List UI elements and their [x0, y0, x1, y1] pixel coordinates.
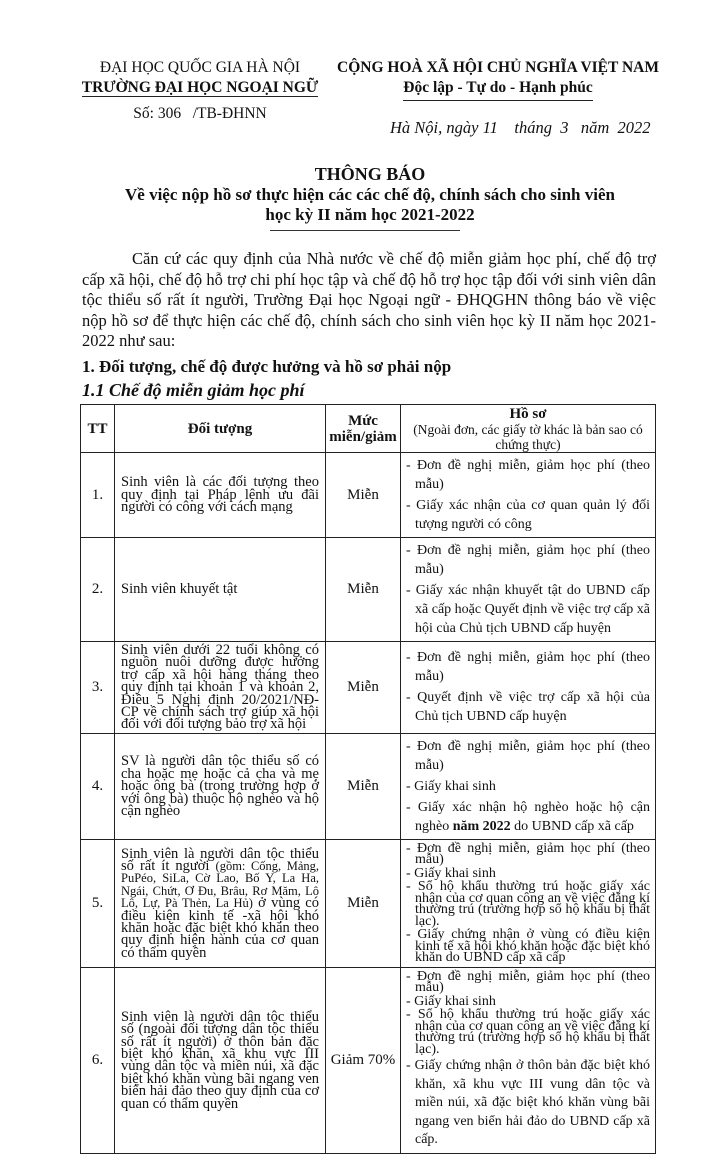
table-row: [81, 453, 656, 538]
doc-item: - Giấy xác nhận của cơ quan quản lý đối tượng người có công: [406, 498, 650, 532]
doc-item: - Giấy xác nhận hộ nghèo hoặc hộ cận nghèo năm 2022 do UBND cấp xã cấp: [406, 799, 650, 834]
section-heading-1-1: 1.1 Chế độ miễn giảm học phí: [82, 380, 305, 400]
title-main: THÔNG BÁO: [314, 164, 426, 184]
row-number: 6.: [81, 967, 115, 1153]
row-subject: Sinh viên khuyết tật: [115, 538, 326, 642]
table-row: [81, 538, 656, 642]
issuer-header: [60, 58, 340, 124]
doc-item: - Giấy chứng nhận ở thôn bản đặc biệt khó khăn, xã khu vực III vung dân tộc và miền núi, xã đặc biệt khó khăn vùng bãi ngang ven biển hải đảo do UBND cấp xã cấp.: [406, 1058, 650, 1148]
school-name: TRƯỜNG ĐẠI HỌC NGOẠI NGỮ: [81, 79, 319, 96]
table-row: [81, 967, 656, 1153]
doc-item: - Đơn đề nghị miễn, giảm học phí (theo mẫu): [406, 650, 650, 685]
header-docs: Hồ sơ (Ngoài đơn, các giấy tờ khác là bản sao có chứng thực): [401, 405, 656, 453]
row-number: 4.: [81, 733, 115, 839]
row-level: Miễn: [326, 642, 401, 734]
row-subject: Sinh viên là người dân tộc thiểu số rất ít người (gồm: Cống, Mảng, PuPéo, SiLa, Cờ Lao, Bố Y, La Ha, Ngái, Chứt, Ơ Đu, Brâu, Rơ Măm, Lô Lô, Lự, Pà Thẻn, La Hủ) ở vùng có điều kiện kinh tế -xã hội khó khăn hoặc đặc biệt khó khăn theo quy định hiện hành của cơ quan có thẩm quyền: [115, 839, 326, 967]
row-subject: Sinh viên là các đối tượng theo quy định tại Pháp lệnh ưu đãi người có công với cách mạng: [115, 453, 326, 538]
doc-item: - Giấy khai sinh: [406, 993, 496, 1009]
table-row: [81, 733, 656, 839]
row-docs: [401, 839, 656, 967]
row-level: Miễn: [326, 538, 401, 642]
row-number: 3.: [81, 642, 115, 734]
title-subject: Về việc nộp hồ sơ thực hiện các các chế độ, chính sách cho sinh viên: [125, 184, 615, 204]
table-header-row: [81, 405, 656, 453]
row-level: Miễn: [326, 453, 401, 538]
header-level: Mức miễn/giảm: [326, 405, 401, 453]
national-motto: Độc lập - Tự do - Hạnh phúc: [403, 78, 592, 101]
doc-item: - Giấy xác nhận khuyết tật do UBND cấp xã cấp hoặc Quyết định về việc trợ cấp xã hội của Chủ tịch UBND cấp huyện: [406, 583, 650, 636]
row-level: Giảm 70%: [326, 967, 401, 1153]
document-title: [60, 164, 680, 226]
row-docs: [401, 453, 656, 538]
doc-item: - Sổ hộ khẩu thường trú hoặc giấy xác nhận của cơ quan công an về việc đăng kí thường trú (trường hợp sổ hộ khẩu bị thất lạc).: [406, 1007, 650, 1057]
row-number: 2.: [81, 538, 115, 642]
header-subject: Đối tượng: [115, 405, 326, 453]
row-docs: [401, 733, 656, 839]
tuition-exemption-table: [80, 404, 656, 1154]
doc-item: - Đơn đề nghị miễn, giảm học phí (theo mẫu): [406, 458, 650, 492]
doc-item: - Giấy khai sinh: [406, 865, 496, 881]
row-docs: [401, 967, 656, 1153]
doc-item: - Quyết định về việc trợ cấp xã hội của Chủ tịch UBND cấp huyện: [406, 690, 650, 725]
doc-item: - Đơn đề nghị miễn, giảm học phí (theo mẫu): [406, 738, 650, 773]
row-subject: Sinh viên là người dân tộc thiểu số (ngoài đối tượng dân tộc thiểu số rất ít người) ở thôn bản đặc biệt khó khăn, xã khu vực III vùng dân tộc và miền núi, xã đặc biệt khó khăn vùng bãi ngang ven biển hải đảo theo quy định của cơ quan có thẩm quyền: [115, 967, 326, 1153]
row-subject: SV là người dân tộc thiểu số có cha hoặc mẹ hoặc cả cha và mẹ hoặc ông bà (trong trường hợp ở với ông bà) thuộc hộ nghèo và hộ cận nghèo: [115, 733, 326, 839]
title-term: học kỳ II năm học 2021-2022: [265, 205, 475, 224]
header-tt: TT: [81, 405, 115, 453]
table-row: [81, 642, 656, 734]
row-docs: [401, 538, 656, 642]
country-name: CỘNG HOÀ XÃ HỘI CHỦ NGHĨA VIỆT NAM: [337, 59, 659, 76]
row-docs: [401, 642, 656, 734]
row-number: 1.: [81, 453, 115, 538]
table-row: [81, 839, 656, 967]
doc-item: - Sổ hộ khẩu thường trú hoặc giấy xác nhận của cơ quan công an về việc đăng kí thường trú (trường hợp sổ hộ khẩu bị thất lạc).: [406, 879, 650, 929]
row-level: Miễn: [326, 733, 401, 839]
title-underline: [270, 230, 460, 231]
row-level: Miễn: [326, 839, 401, 967]
national-header: [333, 58, 663, 101]
document-date: Hà Nội, ngày 11 tháng 3 năm 2022: [390, 118, 651, 137]
doc-item: - Giấy khai sinh: [406, 778, 496, 794]
doc-item: - Đơn đề nghị miễn, giảm học phí (theo mẫu): [406, 840, 650, 868]
doc-item: - Đơn đề nghị miễn, giảm học phí (theo mẫu): [406, 968, 650, 996]
row-number: 5.: [81, 839, 115, 967]
university-name: ĐẠI HỌC QUỐC GIA HÀ NỘI: [99, 59, 301, 76]
row-subject: Sinh viên dưới 22 tuổi không có nguồn nuôi dưỡng được hưởng trợ cấp xã hội hàng tháng theo quy định tại khoản 1 và khoản 2, Điều 5 Nghị định 20/2021/NĐ-CP về chính sách trợ giúp xã hội đối với đối tượng bảo trợ xã hội: [115, 642, 326, 734]
doc-item: - Đơn đề nghị miễn, giảm học phí (theo mẫu): [406, 543, 650, 577]
doc-item: - Giấy chứng nhận ở vùng có điều kiện kinh tế xã hội khó khăn hoặc đặc biệt khó khăn do UBND cấp xã cấp: [406, 927, 650, 966]
document-number: Số: 306 /TB-ĐHNN: [133, 105, 267, 122]
intro-paragraph: Căn cứ các quy định của Nhà nước về chế độ miễn giảm học phí, chế độ trợ cấp xã hội, chế độ hỗ trợ chi phí học tập và chế độ hỗ trợ học tập đối với sinh viên dân tộc thiểu số rất ít người, Trường Đại học Ngoại ngữ - ĐHQGHN thông báo về việc nộp hồ sơ để thực hiện các chế độ, chính sách cho sinh viên học kỳ II năm học 2021-2022 như sau:: [82, 249, 656, 351]
section-heading-1: 1. Đối tượng, chế độ được hưởng và hồ sơ phải nộp: [82, 357, 452, 376]
